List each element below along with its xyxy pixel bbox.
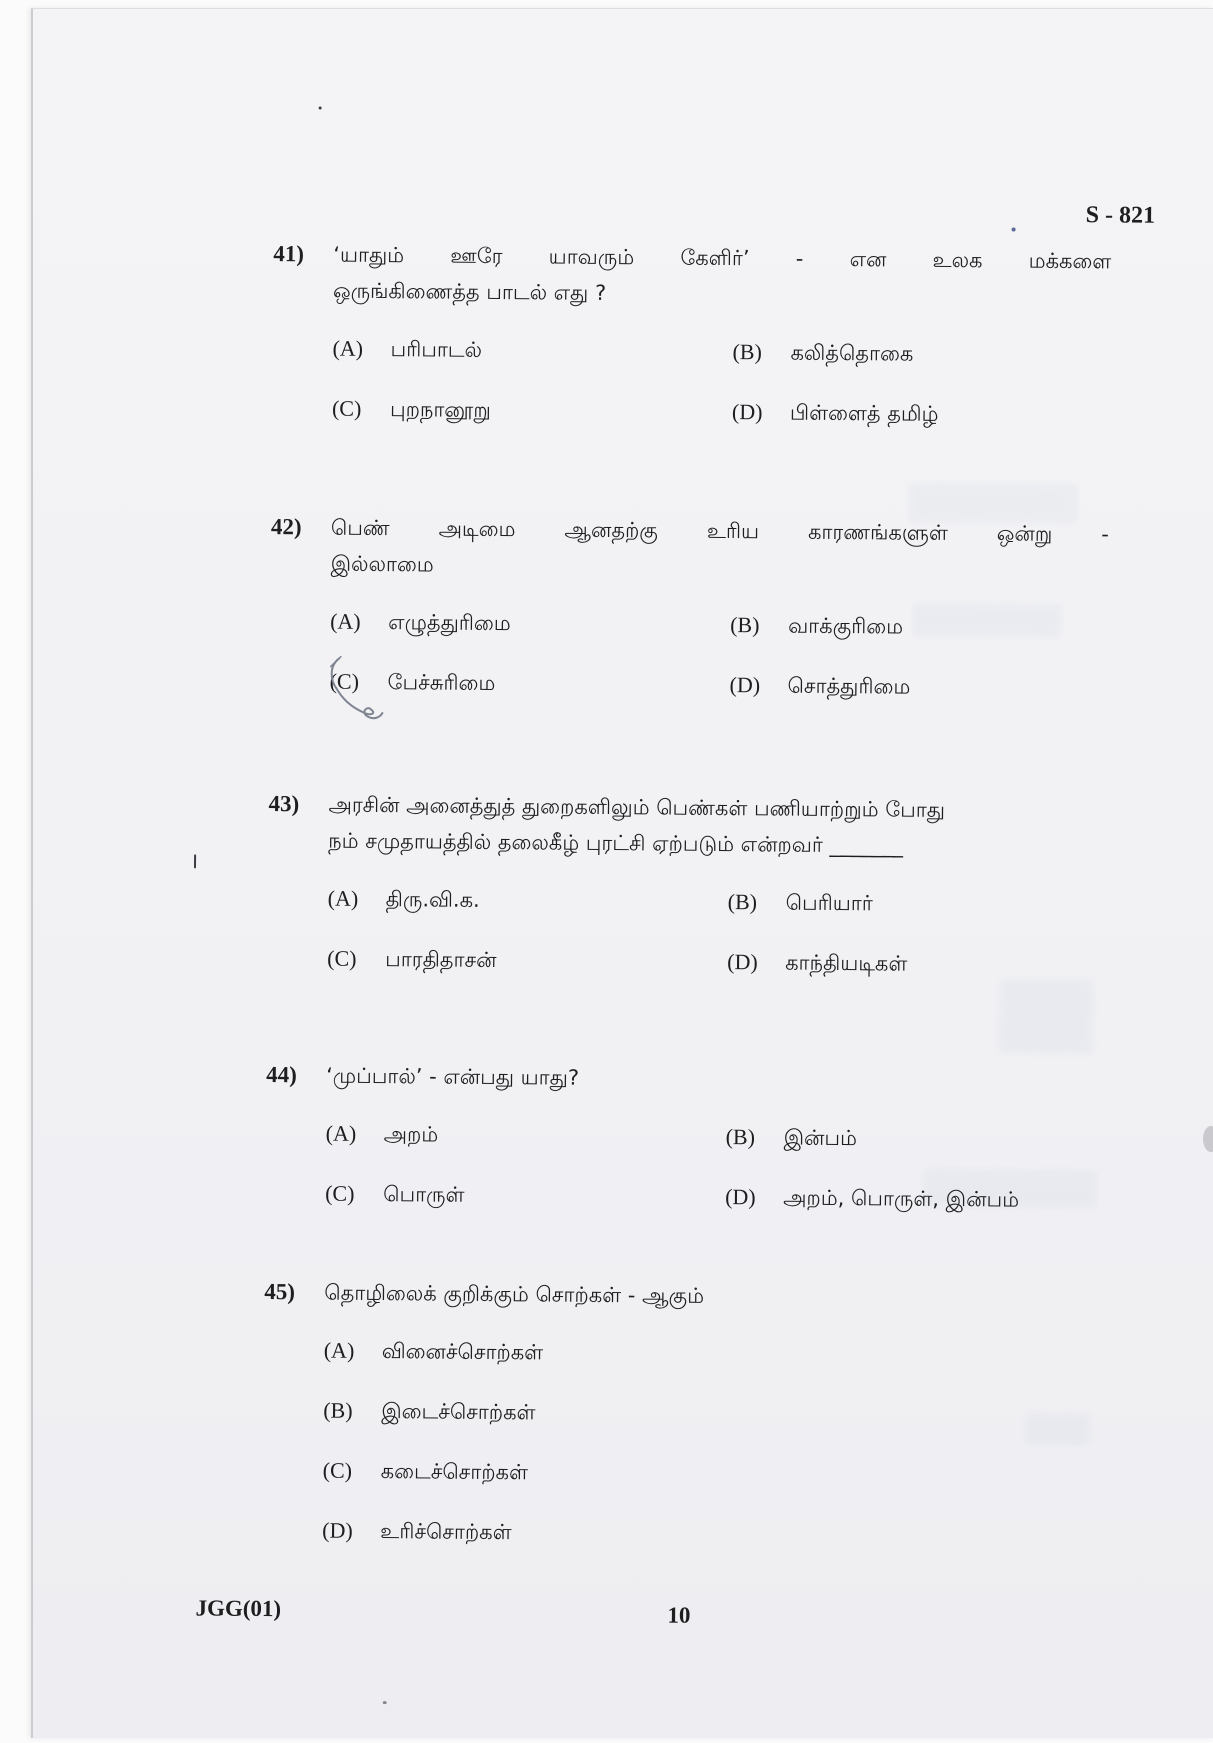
option-text: பேச்சுரிமை [387, 670, 496, 696]
option-text: அறம் [383, 1122, 439, 1147]
option-text: பிள்ளைத் தமிழ் [789, 400, 939, 426]
pen-scribble-mark [316, 652, 387, 733]
question-body [325, 1058, 1104, 1219]
option-label: (A) [327, 885, 359, 911]
option-text: இன்பம் [783, 1125, 858, 1151]
option-b [728, 884, 1106, 923]
option-text: கடைச்சொற்கள் [380, 1459, 529, 1485]
option-text: வினைச்சொற்கள் [381, 1339, 544, 1365]
question-number: 41) [273, 241, 305, 267]
question-number: 43) [268, 791, 300, 817]
option-a [332, 331, 732, 370]
scan-bleed-through [998, 978, 1094, 1054]
option-label: (D) [725, 1184, 756, 1210]
option-text: பரிபாடல் [390, 337, 483, 362]
option-label: (C) [329, 668, 360, 694]
option-label: (D) [731, 399, 763, 425]
option-label: (A) [332, 335, 364, 361]
option-text: காந்தியடிகள் [785, 950, 908, 976]
option-d [322, 1513, 722, 1552]
answer-options [329, 604, 1108, 707]
option-label: (B) [727, 889, 758, 915]
option-text: பெரியார் [785, 890, 873, 916]
answer-options [327, 881, 1106, 984]
option-label: (D) [727, 949, 758, 975]
option-d [732, 394, 1110, 433]
question-text-line: அரசின் அனைத்துத் துறைகளிலும் பெண்கள் பணியாற்றும் போது [328, 792, 946, 822]
option-a [324, 1333, 724, 1372]
option-text: பொருள் [383, 1182, 465, 1207]
question-text-line: இல்லாமை [330, 551, 434, 577]
option-label: (A) [325, 1120, 357, 1146]
answer-options [322, 1333, 1102, 1556]
option-text: பாரதிதாசன் [385, 947, 497, 973]
option-label: (A) [323, 1337, 355, 1363]
question-45 [262, 1274, 1102, 1555]
option-text: வாக்குரிமை [788, 613, 904, 639]
option-label: (D) [322, 1517, 353, 1543]
question-text-line: நம் சமுதாயத்தில் தலைகீழ் புரட்சி ஏற்படும் என்றவர் _______ [328, 828, 904, 858]
option-label: (A) [330, 608, 361, 634]
scan-speck [1012, 228, 1016, 232]
option-d [729, 667, 1107, 706]
option-text: சொத்துரிமை [787, 673, 911, 699]
question-number: 45) [264, 1279, 296, 1305]
paper-code: S - 821 [1085, 202, 1156, 229]
answer-options [325, 1116, 1104, 1219]
option-c [329, 664, 729, 703]
option-text: திரு.வி.க. [385, 887, 480, 912]
option-a [326, 1116, 726, 1155]
option-label: (B) [725, 1124, 756, 1150]
option-label: (B) [732, 339, 762, 365]
option-text: புறநானூறு [389, 397, 491, 422]
scan-speck [319, 106, 322, 109]
option-b [323, 1393, 723, 1432]
option-b [732, 334, 1110, 373]
option-d [727, 944, 1105, 983]
option-label: (B) [730, 612, 760, 638]
question-body [329, 510, 1109, 707]
option-text: இடைச்சொற்கள் [381, 1399, 536, 1425]
option-label: (C) [322, 1457, 353, 1483]
question-41 [272, 236, 1112, 433]
question-42 [269, 509, 1109, 706]
option-c [327, 941, 727, 980]
option-text: உரிச்சொற்கள் [380, 1519, 512, 1545]
question-43 [267, 786, 1107, 983]
option-label: (B) [323, 1397, 353, 1423]
option-c [325, 1176, 725, 1215]
question-body [332, 237, 1112, 434]
option-a [330, 604, 730, 643]
scan-speck [383, 1701, 387, 1704]
question-text-line: ‘முப்பால்’ - என்பது யாது? [326, 1063, 580, 1090]
question-body [327, 787, 1107, 984]
page-number: 10 [667, 1602, 691, 1628]
option-label: (C) [331, 395, 362, 421]
question-number: 42) [270, 514, 302, 540]
question-body [322, 1275, 1102, 1556]
option-label: (D) [729, 672, 761, 698]
scan-speck [194, 854, 196, 868]
option-text: எழுத்துரிமை [388, 610, 511, 636]
option-text: கலித்தொகை [790, 340, 914, 366]
option-text: அறம், பொருள், இன்பம் [783, 1185, 1020, 1212]
answer-options [332, 331, 1111, 434]
option-b [730, 607, 1108, 646]
question-text-line: ‘யாதும் ஊரே யாவரும் கேளிர்’ - என உலக மக்களை [333, 242, 1112, 274]
footer-paper-code: JGG(01) [195, 1595, 282, 1622]
option-c [332, 391, 732, 430]
option-label: (C) [327, 945, 357, 971]
question-text-line: பெண் அடிமை ஆனதற்கு உரிய காரணங்களுள் ஒன்று - [330, 515, 1110, 547]
option-a [328, 881, 728, 920]
option-b [726, 1119, 1104, 1158]
question-text-line: தொழிலைக் குறிக்கும் சொற்கள் - ஆகும் [324, 1280, 705, 1308]
question-number: 44) [266, 1062, 297, 1088]
question-44 [265, 1057, 1104, 1218]
option-label: (C) [325, 1180, 355, 1206]
option-d [725, 1179, 1103, 1218]
question-text-line: ஒருங்கிணைத்த பாடல் எது ? [332, 278, 607, 305]
option-c [323, 1453, 723, 1492]
